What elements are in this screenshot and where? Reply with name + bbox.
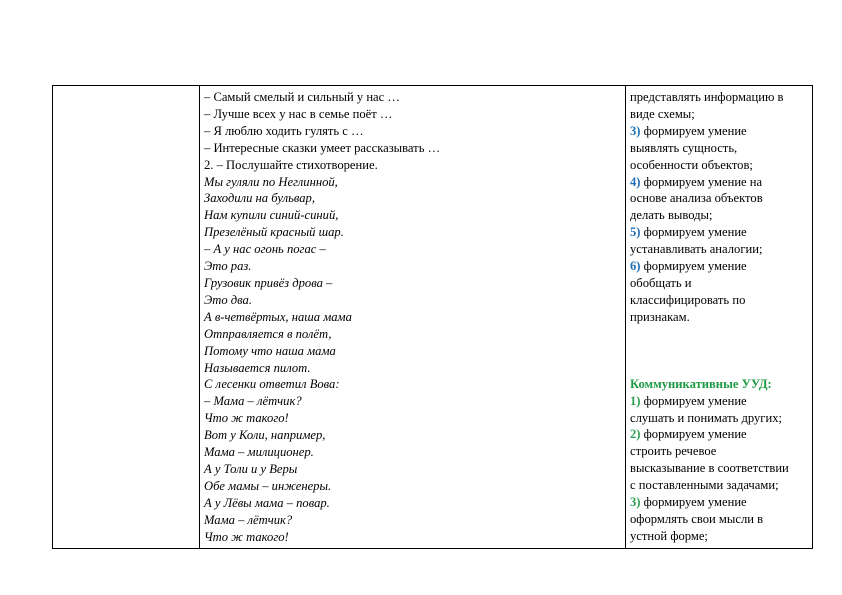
uud-line-text: виде схемы; — [630, 106, 695, 121]
lesson-table — [52, 85, 813, 549]
lesson-line: – Я люблю ходить гулять с … — [204, 123, 364, 138]
uud-line — [630, 309, 814, 326]
lesson-line: С лесенки ответил Вова: — [204, 377, 340, 392]
uud-line — [630, 393, 814, 410]
lesson-line: – Лучше всех у нас в семье поёт … — [204, 106, 393, 121]
uud-item-number: 3) — [630, 495, 641, 510]
uud-line — [630, 123, 814, 140]
lesson-line: Что ж такого! — [204, 411, 289, 426]
uud-line-text: формируем умение — [640, 123, 747, 138]
lesson-line: Презелёный красный шар. — [204, 225, 344, 240]
lesson-line: Что ж такого! — [204, 529, 289, 544]
uud-item-number: 1) — [630, 393, 641, 408]
lesson-line: Это раз. — [204, 259, 252, 274]
uud-line-text: формируем умение — [640, 259, 747, 274]
uud-line — [630, 89, 814, 106]
uud-line — [630, 106, 814, 123]
lesson-line: 2. – Послушайте стихотворение. — [204, 157, 378, 172]
lesson-line: Мы гуляли по Неглинной, — [204, 174, 338, 189]
lesson-line: Нам купили синий-синий, — [204, 208, 339, 223]
uud-line-text: устанавливать аналогии; — [630, 242, 763, 257]
lesson-line: Это два. — [204, 292, 252, 307]
lesson-line: Обе мамы – инженеры. — [204, 478, 332, 493]
uud-line-text: признакам. — [630, 309, 690, 324]
uud-line — [630, 292, 814, 309]
uud-line — [630, 190, 814, 207]
uud-line-text: оформлять свои мысли в — [630, 511, 764, 526]
cognitive-uud-list — [630, 89, 814, 326]
column-divider-1 — [199, 86, 200, 548]
uud-line-text: формируем умение на — [640, 174, 763, 189]
lesson-line: Потому что наша мама — [204, 343, 336, 358]
uud-line — [630, 528, 814, 545]
uud-line-text: формируем умение — [640, 225, 747, 240]
uud-line-text: формируем умение — [640, 427, 747, 442]
uud-item-number: 6) — [630, 259, 641, 274]
lesson-line: – Самый смелый и сильный у нас … — [204, 90, 400, 104]
uud-line-text: высказывание в соответствии — [630, 461, 789, 476]
uud-item-number: 5) — [630, 225, 641, 240]
lesson-content-cell — [204, 89, 624, 545]
lesson-line: – Интересные сказки умеет рассказывать … — [204, 140, 441, 155]
uud-line — [630, 157, 814, 174]
lesson-line: – Мама – лётчик? — [204, 394, 302, 409]
uud-line — [630, 174, 814, 191]
uud-item-number: 4) — [630, 174, 641, 189]
uud-line — [630, 460, 814, 477]
uud-line — [630, 494, 814, 511]
uud-line — [630, 426, 814, 443]
uud-line — [630, 511, 814, 528]
uud-line-text: обобщать и — [630, 275, 692, 290]
lesson-line: Мама – лётчик? — [204, 512, 293, 527]
uud-line — [630, 140, 814, 157]
lesson-line: А у Толи и у Веры — [204, 461, 298, 476]
uud-line-text: представлять информацию в — [630, 90, 784, 104]
uud-item-number: 2) — [630, 427, 641, 442]
uud-cell — [630, 89, 814, 545]
lesson-line: – А у нас огонь погас – — [204, 242, 326, 257]
lesson-line: Называется пилот. — [204, 360, 311, 375]
lesson-line: Мама – милиционер. — [204, 445, 314, 460]
uud-line — [630, 258, 814, 275]
lesson-line: Заходили на бульвар, — [204, 191, 316, 206]
lesson-line: А в-четвёртых, наша мама — [204, 309, 352, 324]
column-divider-2 — [625, 86, 626, 548]
lesson-line: Вот у Коли, например, — [204, 428, 326, 443]
uud-line-text: формируем умение — [640, 495, 747, 510]
lesson-line: Грузовик привёз дрова – — [204, 275, 333, 290]
communicative-uud-heading: Коммуникативные УУД: — [630, 376, 772, 391]
uud-line-text: классифицировать по — [630, 292, 746, 307]
uud-line-text: делать выводы; — [630, 208, 713, 223]
uud-line-text: основе анализа объектов — [630, 191, 763, 206]
uud-line — [630, 275, 814, 292]
uud-line-text: особенности объектов; — [630, 157, 753, 172]
uud-line — [630, 443, 814, 460]
uud-line-text: устной форме; — [630, 528, 708, 543]
uud-line-text: выявлять сущность, — [630, 140, 738, 155]
uud-line-text: строить речевое — [630, 444, 717, 459]
uud-line — [630, 410, 814, 427]
uud-item-number: 3) — [630, 123, 641, 138]
communicative-uud-list — [630, 393, 814, 545]
uud-line — [630, 207, 814, 224]
lesson-line: Отправляется в полёт, — [204, 326, 332, 341]
uud-line-text: слушать и понимать других; — [630, 410, 783, 425]
uud-line — [630, 477, 814, 494]
uud-line — [630, 224, 814, 241]
lesson-line: А у Лёвы мама – повар. — [204, 495, 330, 510]
uud-line-text: формируем умение — [640, 393, 747, 408]
uud-line-text: с поставленными задачами; — [630, 478, 779, 493]
uud-line — [630, 241, 814, 258]
